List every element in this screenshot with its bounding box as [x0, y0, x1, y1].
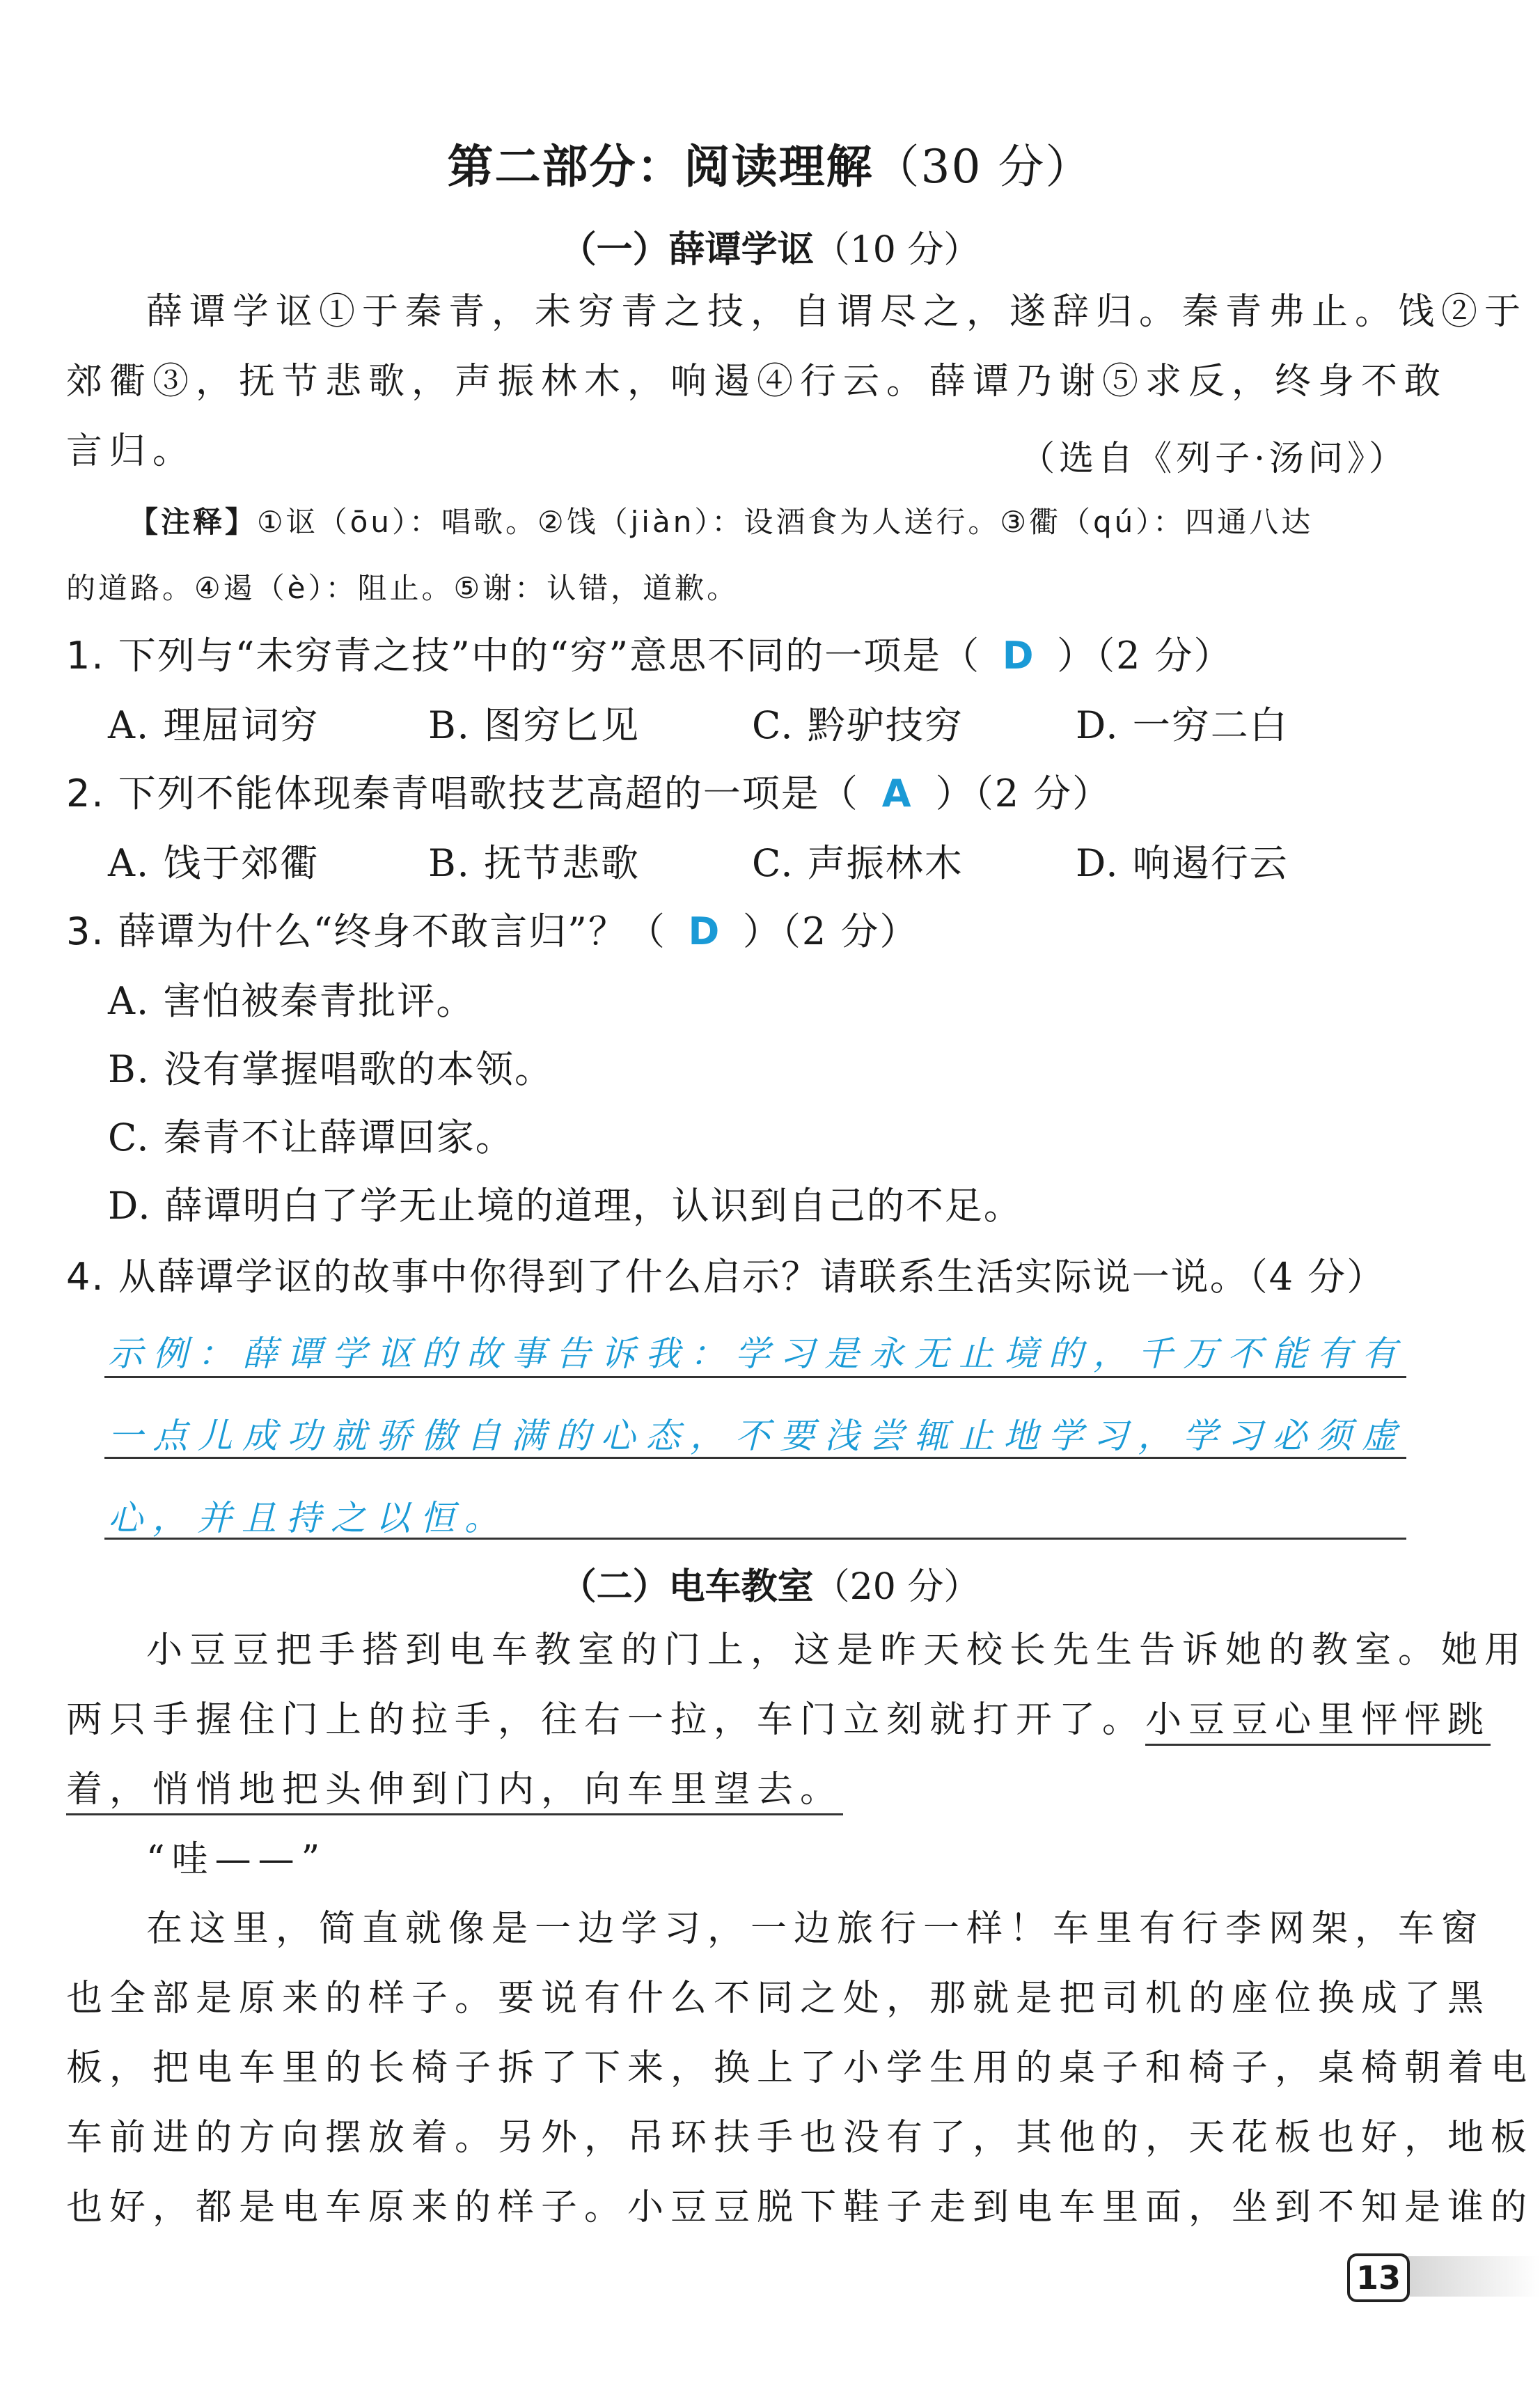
- page-number: 13: [1347, 2253, 1410, 2302]
- answer-text-line: 心，并且持之以恒。: [108, 1498, 509, 1538]
- option: B. 图穷匕见: [428, 703, 641, 747]
- answer-text-line: 一点儿成功就骄傲自满的心态，不要浅尝辄止地学习，学习必须虚: [108, 1416, 1406, 1456]
- page-title: 第二部分：阅读理解（30 分）: [447, 140, 1093, 194]
- option: A. 理屈词穷: [108, 703, 320, 747]
- answer-rule: [104, 1457, 1406, 1459]
- answer-choice: D: [1002, 634, 1035, 678]
- passage-line: 板，把电车里的长椅子拆了下来，换上了小学生用的桌子和椅子，桌椅朝着电: [66, 2047, 1534, 2089]
- answer-text-line: 示例：薛谭学讴的故事告诉我：学习是永无止境的，千万不能有有: [108, 1334, 1406, 1374]
- answer-choice: A: [881, 772, 913, 815]
- passage-line: [66, 1769, 1406, 1811]
- passage-line: 也好，都是电车原来的样子。小豆豆脱下鞋子走到电车里面，坐到不知是谁的: [66, 2187, 1534, 2228]
- passage-line: 车前进的方向摆放着。另外，吊环扶手也没有了，其他的，天花板也好，地板: [66, 2117, 1534, 2159]
- answer-rule: [104, 1538, 1406, 1540]
- option: A. 害怕被秦青批评。: [108, 979, 476, 1023]
- section-heading-2: （二）电车教室（20 分）: [560, 1566, 980, 1608]
- passage-line: 两只手握住门上的拉手，往右一拉，车门立刻就打开了。小豆豆心里怦怦跳: [66, 1699, 1406, 1741]
- passage-line: 在这里，简直就像是一边学习，一边旅行一样！车里有行李网架，车窗: [146, 1908, 1485, 1950]
- passage-line: 言归。: [66, 430, 196, 472]
- passage-line: 也全部是原来的样子。要说有什么不同之处，那就是把司机的座位换成了黑: [66, 1978, 1491, 2019]
- option: D. 响遏行云: [1076, 841, 1289, 885]
- section-heading-1: （一）薛谭学讴（10 分）: [560, 229, 980, 271]
- answer-choice: D: [688, 909, 721, 953]
- passage-line: 小豆豆把手搭到电车教室的门上，这是昨天校长先生告诉她的教室。她用: [146, 1629, 1528, 1671]
- question-3: 3. 薛谭为什么“终身不敢言归”？（ D ）（2 分）: [66, 909, 919, 953]
- option: C. 秦青不让薛谭回家。: [108, 1116, 514, 1159]
- option: D. 薛谭明白了学无止境的道理，认识到自己的不足。: [108, 1184, 1023, 1228]
- underlined-sentence: 着，悄悄地把头伸到门内，向车里望去。: [66, 1769, 843, 1815]
- passage-line: 郊衢③，抚节悲歌，声振林木，响遏④行云。薛谭乃谢⑤求反，终身不敢: [66, 361, 1448, 402]
- annotation-line: 的道路。④遏（è）：阻止。⑤谢：认错，道歉。: [66, 571, 739, 605]
- option: B. 没有掌握唱歌的本领。: [108, 1047, 554, 1091]
- answer-rule: [104, 1376, 1406, 1378]
- annotation-line: 【注释】①讴（ōu）：唱歌。②饯（jiàn）：设酒食为人送行。③衢（qú）：四通八达: [129, 505, 1314, 539]
- option: A. 饯于郊衢: [108, 841, 320, 885]
- option: C. 黔驴技穷: [752, 703, 964, 747]
- option: D. 一穷二白: [1076, 703, 1289, 747]
- passage-line: “哇——”: [146, 1838, 327, 1880]
- option: C. 声振林木: [752, 841, 964, 885]
- question-2: 2. 下列不能体现秦青唱歌技艺高超的一项是（ A ）（2 分）: [66, 772, 1112, 815]
- option: B. 抚节悲歌: [428, 841, 641, 885]
- question-4: 4. 从薛谭学讴的故事中你得到了什么启示？请联系生活实际说一说。（4 分）: [66, 1255, 1386, 1299]
- passage-source: （选自《列子·汤问》）: [1020, 438, 1408, 478]
- passage-line: 薛谭学讴①于秦青，未穷青之技，自谓尽之，遂辞归。秦青弗止。饯②于: [146, 291, 1528, 333]
- underlined-sentence: 小豆豆心里怦怦跳: [1145, 1699, 1491, 1746]
- question-1: 1. 下列与“未穷青之技”中的“穷”意思不同的一项是（ D ）（2 分）: [66, 634, 1233, 678]
